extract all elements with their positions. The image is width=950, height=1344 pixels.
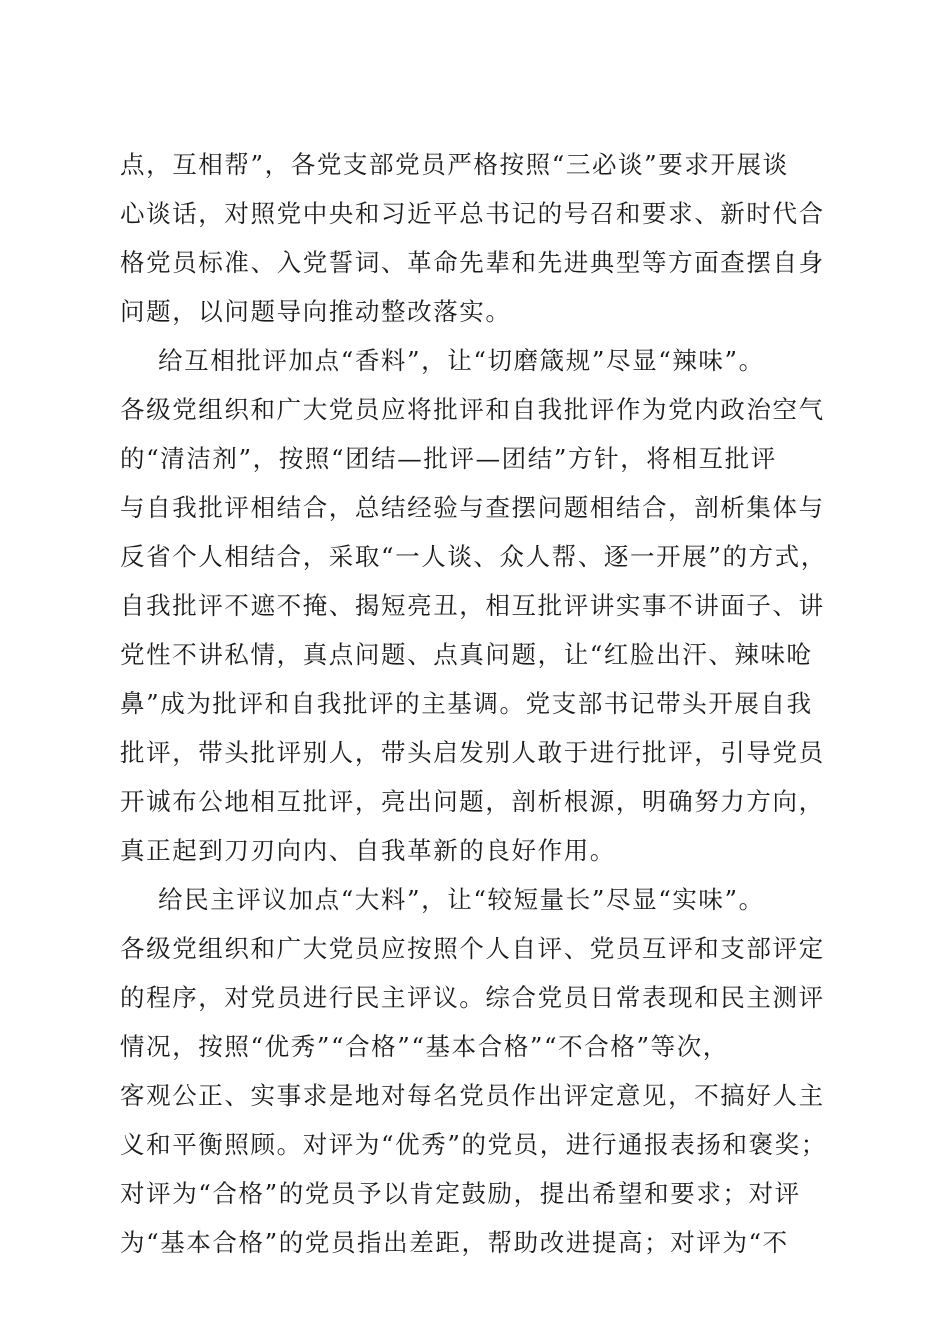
text-line: 为“基本合格”的党员指出差距，帮助改进提高；对评为“不 bbox=[120, 1228, 789, 1257]
text-line: 客观公正、实事求是地对每名党员作出评定意见，不搞好人主 bbox=[120, 1081, 825, 1110]
text-line: 各级党组织和广大党员应将批评和自我批评作为党内政治空气 bbox=[120, 395, 825, 424]
body-text bbox=[120, 140, 840, 1267]
text-line: 情况，按照“优秀”“合格”“基本合格”“不合格”等次， bbox=[120, 1032, 729, 1061]
text-line: 党性不讲私情，真点问题、点真问题，让“红脸出汗、辣味呛 bbox=[120, 640, 813, 669]
text-line: 反省个人相结合，采取“一人谈、众人帮、逐一开展”的方式， bbox=[120, 542, 827, 571]
paragraph-first-line: 给互相批评加点“香料”，让“切磨箴规”尽显“辣味”。 bbox=[158, 346, 765, 375]
text-line: 自我批评不遮不掩、揭短亮丑，相互批评讲实事不讲面子、讲 bbox=[120, 591, 825, 620]
text-line: 点，互相帮”，各党支部党员严格按照“三必谈”要求开展谈 bbox=[120, 150, 789, 179]
text-line: 真正起到刀刃向内、自我革新的良好作用。 bbox=[120, 836, 616, 865]
text-line: 鼻”成为批评和自我批评的主基调。党支部书记带头开展自我 bbox=[120, 689, 813, 718]
text-line: 义和平衡照顾。对评为“优秀”的党员，进行通报表扬和褒奖； bbox=[120, 1130, 827, 1159]
text-line: 对评为“合格”的党员予以肯定鼓励，提出希望和要求；对评 bbox=[120, 1179, 801, 1208]
text-line: 的“清洁剂”，按照“团结—批评—团结”方针，将相互批评 bbox=[120, 444, 777, 473]
text-line: 批评，带头批评别人，带头启发别人敢于进行批评，引导党员 bbox=[120, 738, 825, 767]
text-line: 问题，以问题导向推动整改落实。 bbox=[120, 297, 512, 326]
text-line: 各级党组织和广大党员应按照个人自评、党员互评和支部评定 bbox=[120, 934, 825, 963]
paragraph-first-line: 给民主评议加点“大料”，让“较短量长”尽显“实味”。 bbox=[158, 885, 765, 914]
text-line: 的程序，对党员进行民主评议。综合党员日常表现和民主测评 bbox=[120, 983, 825, 1012]
text-line: 与自我批评相结合，总结经验与查摆问题相结合，剖析集体与 bbox=[120, 493, 825, 522]
text-line: 心谈话，对照党中央和习近平总书记的号召和要求、新时代合 bbox=[120, 199, 825, 228]
text-line: 开诚布公地相互批评，亮出问题，剖析根源，明确努力方向， bbox=[120, 787, 825, 816]
text-line: 格党员标准、入党誓词、革命先辈和先进典型等方面查摆自身 bbox=[120, 248, 825, 277]
